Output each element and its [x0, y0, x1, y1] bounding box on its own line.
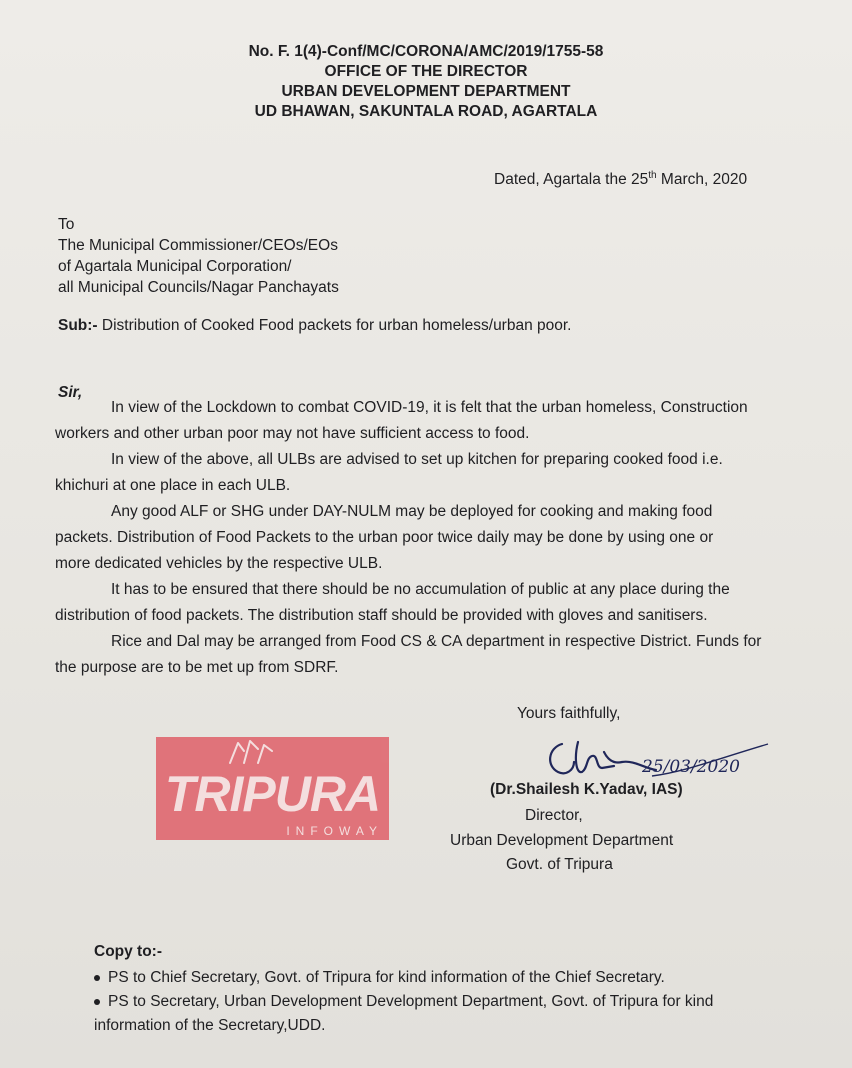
- office-title: OFFICE OF THE DIRECTOR: [324, 63, 528, 80]
- recipient-line: The Municipal Commissioner/CEOs/EOs: [58, 237, 338, 254]
- subject-line: [58, 316, 572, 336]
- letter-date: Dated, Agartala the 25th March, 2020: [494, 170, 748, 189]
- copy-item-continued: information of the Secretary,UDD.: [94, 1017, 326, 1034]
- bullet-icon: [94, 999, 100, 1005]
- letter-header: [0, 42, 852, 122]
- watermark-logo: [156, 737, 389, 840]
- signatory-govt: Govt. of Tripura: [506, 856, 613, 873]
- watermark-title: TRIPURA: [164, 766, 381, 822]
- reference-number: No. F. 1(4)-Conf/MC/CORONA/AMC/2019/1755-58: [248, 43, 604, 60]
- copy-to-label: Copy to:-: [94, 943, 163, 960]
- signatory-name: (Dr.Shailesh K.Yadav, IAS): [490, 781, 683, 798]
- letter-body: [55, 398, 815, 684]
- recipient-line: all Municipal Councils/Nagar Panchayats: [58, 279, 339, 296]
- closing-yours: Yours faithfully,: [517, 705, 621, 722]
- salutation: Sir,: [58, 384, 83, 401]
- body-line: more dedicated vehicles by the respective ULB.: [55, 555, 383, 572]
- body-line: Rice and Dal may be arranged from Food CS & CA department in respective District. Funds for: [111, 633, 762, 650]
- recipient-line: of Agartala Municipal Corporation/: [58, 258, 292, 275]
- copy-to-list: [94, 966, 839, 1038]
- department-title: URBAN DEVELOPMENT DEPARTMENT: [281, 83, 571, 100]
- body-line: the purpose are to be met up from SDRF.: [55, 659, 339, 676]
- body-line: packets. Distribution of Food Packets to the urban poor twice daily may be done by using one or: [55, 529, 714, 546]
- subject-label: Sub:-: [58, 317, 98, 334]
- bullet-icon: [94, 975, 100, 981]
- signatory-designation: Director,: [525, 807, 583, 824]
- subject-text: Distribution of Cooked Food packets for urban homeless/urban poor.: [97, 317, 572, 334]
- watermark-subtitle: INFOWAY: [286, 824, 383, 838]
- body-line: khichuri at one place in each ULB.: [55, 477, 291, 494]
- body-line: distribution of food packets. The distribution staff should be provided with gloves and sanitisers.: [55, 607, 708, 624]
- body-line: workers and other urban poor may not have sufficient access to food.: [55, 425, 530, 442]
- copy-item: PS to Chief Secretary, Govt. of Tripura for kind information of the Chief Secretary.: [94, 966, 839, 990]
- signature-date: 25/03/2020: [642, 757, 740, 777]
- recipient-block: [58, 214, 339, 298]
- copy-item: PS to Secretary, Urban Development Development Department, Govt. of Tripura for kind: [94, 990, 839, 1014]
- office-address: UD BHAWAN, SAKUNTALA ROAD, AGARTALA: [254, 103, 598, 120]
- handwritten-signature: [544, 722, 784, 782]
- body-line: Any good ALF or SHG under DAY-NULM may be deployed for cooking and making food: [111, 503, 713, 520]
- body-line: In view of the Lockdown to combat COVID-19, it is felt that the urban homeless, Construction: [111, 399, 748, 416]
- body-line: It has to be ensured that there should be no accumulation of public at any place during the: [111, 581, 730, 598]
- body-line: In view of the above, all ULBs are advised to set up kitchen for preparing cooked food i.e.: [111, 451, 723, 468]
- signatory-department: Urban Development Department: [450, 832, 674, 849]
- to-label: To: [58, 216, 75, 233]
- bamboo-icon: [220, 739, 280, 765]
